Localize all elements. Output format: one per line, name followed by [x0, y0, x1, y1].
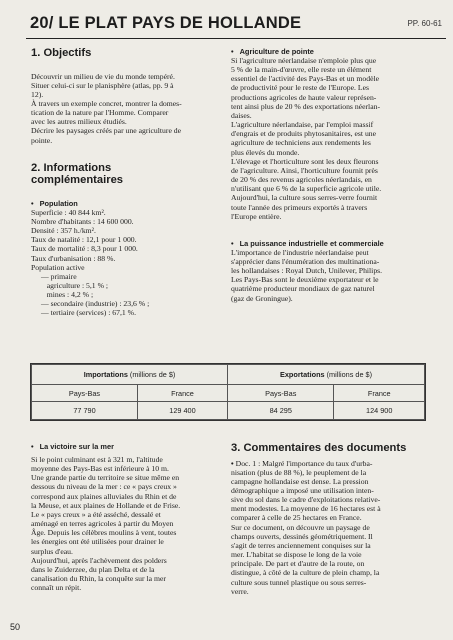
column-header: Pays-Bas [228, 384, 334, 402]
text-line: surplus d'eau. [31, 546, 73, 556]
agriculture-text [231, 56, 424, 221]
text-line: tent ainsi plus de 20 % des exportations néerlan- [231, 101, 381, 111]
population-text [31, 208, 221, 318]
text-line: avec les autres milieux étudiés. [31, 117, 127, 127]
text-line: Si le point culminant est à 321 m, l'altitude [31, 455, 163, 464]
imports-header: Importations (millions de $) [32, 365, 228, 385]
text-line: culture sous tunnel plastique ou sous serres- [231, 577, 367, 587]
text-line: L'importance de l'industrie néerlandaise peut [231, 247, 369, 257]
text-line: dans le Zuiderzee, du plan Delta et de la [31, 564, 155, 574]
page-reference: PP. 60-61 [407, 19, 442, 28]
text-line: campagne hollandaise est dense. La pression [231, 476, 369, 486]
text-line: essentiel de l'activité des Pays-Bas et un modèle [231, 74, 380, 84]
text-line: — secondaire (industrie) : 23,6 % ; [41, 299, 150, 309]
text-line: Une grande partie du territoire se situe même en [31, 473, 180, 483]
text-line: À travers un exemple concret, montrer la domes- [31, 98, 182, 108]
text-line: • Doc. 1 : Malgré l'importance du taux d'urba- [231, 458, 373, 468]
text-line: dessous du niveau de la mer : ce « pays creux » [31, 482, 177, 492]
subheading-industrie: • La puissance industrielle et commerciale [231, 238, 384, 248]
bottom-right-column [231, 442, 424, 596]
text-line: plus élevés du monde. [231, 147, 300, 157]
bullet-icon: • [231, 47, 234, 56]
text-line: principale. De part et d'autre de la route, on [231, 559, 365, 569]
page-header [26, 14, 446, 39]
text-line: les énergies ont été utilisées pour drainer le [31, 537, 164, 547]
text-line: moyenne des Pays-Bas est inférieure à 10 m. [31, 464, 169, 474]
trade-table [30, 363, 426, 421]
subheading-agriculture: • Agriculture de pointe [231, 47, 314, 56]
text-line: Nombre d'habitants : 14 600 000. [31, 216, 134, 226]
left-column [31, 47, 221, 318]
text-line: Les Pays-Bas sont le deuxième exportateur et le [231, 275, 379, 285]
subheading-victoire: • La victoire sur la mer [31, 442, 114, 451]
victoire-text [31, 455, 221, 592]
page-number: 50 [10, 622, 21, 632]
text-line: comparer à celle de 25 hectares en France. [231, 513, 362, 523]
text-line: n'utilisant que 6 % de la superficie agricole utile. [231, 184, 382, 194]
text-line: correspond aux plaines alluviales du Rhin et de [31, 491, 177, 501]
text-line: daises. [231, 110, 252, 120]
bullet-icon: • [231, 458, 236, 468]
bullet-icon: • [31, 442, 34, 451]
text-line: toute l'année des primeurs exportés à travers [231, 202, 368, 212]
text-line: de l'agriculture. Ainsi, l'horticulture fournit près [231, 165, 378, 175]
text-line: L'agriculture néerlandaise, par l'emploi massif [231, 120, 374, 130]
bullet-icon: • [31, 198, 34, 208]
text-line: agriculture : 5,1 % ; [41, 281, 109, 290]
text-line: de productivité pour le reste de l'Europe. Les [231, 83, 370, 93]
text-line: nisation (plus de 88 %), le peuplement de la [231, 467, 367, 477]
text-line: distingue, à côté de la culture de plein champ, la [231, 568, 380, 578]
table-cell: 124 900 [334, 402, 425, 420]
commentaires-text [231, 459, 424, 596]
text-line: connaît un répit. [31, 583, 82, 593]
text-line: les hollandaises : Royal Dutch, Unilever, Philips. [231, 266, 383, 276]
industrie-text [231, 248, 424, 303]
text-line: 12). [31, 89, 44, 99]
text-line: L'élevage et l'horticulture sont les deux fleurons [231, 156, 379, 166]
text-line: mines : 4,2 % ; [41, 290, 94, 300]
text-line: Découvrir un milieu de vie du monde tempéré. [31, 71, 175, 81]
text-line: mer. L'habitat se dispose le long de la voie [231, 550, 362, 560]
table-cell: 77 790 [32, 402, 138, 420]
exports-header: Exportations (millions de $) [228, 365, 425, 385]
text-line: la Meuse, et aux plaines de Hollande et de Frise. [31, 500, 181, 510]
column-header: France [137, 384, 227, 402]
text-line: s'agit de terres anciennement conquises sur la [231, 540, 371, 550]
text-line: agriculture de techniciens aux rendements les [231, 138, 371, 148]
column-header: France [334, 384, 425, 402]
section-heading-informations: 2. Informations [31, 161, 112, 174]
text-line: de 20 % des revenus agricoles néerlandais, en [231, 175, 372, 185]
section-heading-informations-line2: complémentaires [31, 174, 124, 187]
text-line: s'apprécier dans l'énumération des multinationa- [231, 256, 380, 266]
subheading-population: • Population [31, 198, 78, 208]
text-line: verre. [231, 586, 249, 596]
table-cell: 84 295 [228, 402, 334, 420]
text-line: Taux de natalité : 12,1 pour 1 000. [31, 235, 137, 245]
text-line: Décrire les paysages créés par une agriculture de [31, 126, 182, 136]
text-line: Taux d'urbanisation : 88 %. [31, 253, 116, 263]
text-line: Sur ce document, on découvre un paysage de [231, 522, 370, 532]
text-line: (gaz de Groningue). [231, 293, 293, 303]
text-line: Si l'agriculture néerlandaise n'emploie plus que [231, 56, 377, 65]
text-line: sive du sol dans le cadre d'exploitations relative- [231, 495, 381, 505]
text-line: ment modestes. La moyenne de 16 hectares est à [231, 504, 381, 514]
right-column [231, 47, 424, 303]
text-line: d'engrais et de produits phytosanitaires, est une [231, 129, 377, 139]
text-line: Taux de mortalité : 8,3 pour 1 000. [31, 244, 138, 254]
text-line: démographique a imposé une utilisation inten- [231, 485, 374, 495]
text-line: canalisation du Rhin, la conquête sur la mer [31, 574, 166, 584]
text-line: pointe. [31, 135, 53, 145]
column-header: Pays-Bas [32, 384, 138, 402]
text-line: Le « pays creux » a été asséché, dessalé et [31, 509, 161, 519]
objectifs-text [31, 72, 221, 145]
text-line: tication de la nature par l'Homme. Comparer [31, 108, 169, 118]
text-line: Âge. Depuis les célèbres moulins à vent, toutes [31, 528, 177, 538]
text-line: Superficie : 40 844 km². [31, 207, 106, 217]
table-cell: 129 400 [137, 402, 227, 420]
text-line: Densité : 357 h./km². [31, 226, 96, 236]
text-line: Population active [31, 262, 85, 272]
text-line: Aujourd'hui, après l'achèvement des polders [31, 555, 167, 565]
bullet-icon: • [231, 238, 234, 248]
text-line: Situer celui-ci sur le planisphère (atlas, pp. 9 à [31, 80, 174, 90]
section-heading-objectifs: 1. Objectifs [31, 47, 92, 59]
page-title: 20/ LE PLAT PAYS DE HOLLANDE [30, 14, 302, 32]
text-line: productions agricoles de haute valeur représen- [231, 92, 377, 102]
text-line: quatrième producteur mondiaux de gaz naturel [231, 284, 375, 294]
text-line: champs ouverts, dessinés géométriquement. Il [231, 531, 373, 541]
text-line: l'Europe entière. [231, 211, 282, 221]
section-heading-commentaires: 3. Commentaires des documents [231, 442, 407, 454]
text-line: Aujourd'hui, la culture sous serres-verre fournit [231, 193, 378, 203]
text-line: — tertiaire (services) : 67,1 %. [41, 308, 136, 318]
text-line: aménagé en terres agricoles à partir du Moyen [31, 519, 174, 529]
text-line: 5 % de la main-d'œuvre, elle reste un élément [231, 65, 372, 75]
text-line: — primaire [41, 271, 77, 281]
bottom-left-column [31, 442, 221, 592]
